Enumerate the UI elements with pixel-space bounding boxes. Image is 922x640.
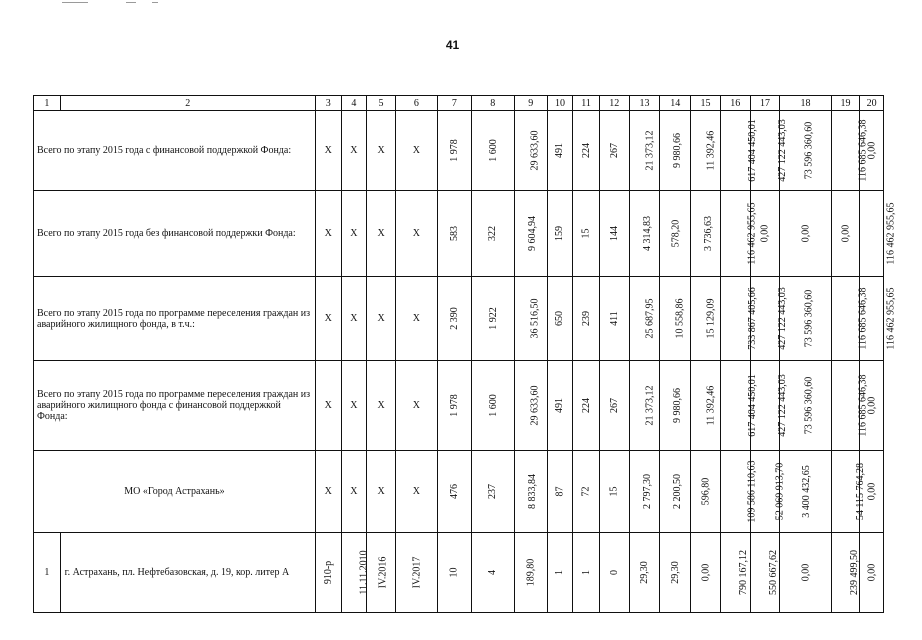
value-text: 116 462 955,65 (746, 202, 758, 265)
value-text: 10 558,86 (674, 298, 686, 339)
value-text: 10 (448, 567, 460, 578)
value-text: 0,00 (799, 224, 811, 243)
value-cell (573, 533, 600, 613)
col-header: 15 (691, 96, 721, 111)
value-text: 617 404 450,01 (746, 374, 758, 437)
value-cell (547, 361, 573, 451)
summary-row (34, 191, 884, 277)
value-text: 267 (608, 398, 620, 413)
value-text: 239 (580, 311, 592, 326)
value-cell (514, 361, 547, 451)
value-cell (629, 451, 660, 533)
value-text: 427 122 443,03 (776, 287, 788, 350)
value-text: 427 122 443,03 (776, 374, 788, 437)
value-cell (660, 533, 691, 613)
value-text: 790 167,12 (737, 550, 749, 595)
value-text: 322 (487, 226, 499, 241)
value-cell (860, 191, 897, 277)
value-cell (599, 277, 629, 361)
value-cell (547, 533, 573, 613)
col-header: 20 (860, 96, 884, 111)
value-cell (599, 451, 629, 533)
summary-row (34, 361, 884, 451)
value-cell (471, 191, 514, 277)
col-header: 1 (34, 96, 61, 111)
value-text: 29 633,60 (529, 385, 541, 426)
value-text: 0,00 (759, 224, 771, 243)
value-cell (599, 111, 629, 191)
value-text: 73 596 360,60 (803, 121, 815, 180)
value-cell (437, 451, 471, 533)
value-cell (691, 277, 721, 361)
col-header: 7 (437, 96, 471, 111)
col-header: 12 (599, 96, 629, 111)
value-text: 15 (608, 486, 620, 497)
value-cell (547, 111, 573, 191)
value-text: 0 (608, 570, 620, 575)
scan-artifact (126, 2, 136, 3)
value-text: 578,20 (669, 219, 681, 248)
x-mark: X (341, 451, 367, 533)
col-header: 10 (547, 96, 573, 111)
value-text: IV.2017 (410, 556, 422, 589)
value-cell (660, 111, 691, 191)
value-text: 25 687,95 (644, 298, 656, 339)
house-row (34, 533, 884, 613)
col-header: 19 (831, 96, 860, 111)
x-mark: X (367, 277, 396, 361)
value-cell (437, 191, 471, 277)
x-mark: X (367, 111, 396, 191)
value-cell (629, 361, 660, 451)
value-cell (691, 533, 721, 613)
summary-row (34, 111, 884, 191)
value-text: 11.11.2010 (358, 550, 370, 595)
x-mark: X (395, 111, 437, 191)
value-text: 1 600 (487, 394, 499, 417)
value-text: 1 922 (487, 307, 499, 330)
row-title: МО «Город Астрахань» (34, 451, 316, 533)
x-mark: X (367, 361, 396, 451)
value-cell (660, 451, 691, 533)
x-mark: X (395, 277, 437, 361)
value-text: 116 462 955,65 (885, 202, 897, 265)
row-title: Всего по этапу 2015 года с финансовой поддержкой Фонда: (34, 111, 316, 191)
col-header: 18 (780, 96, 831, 111)
value-cell (750, 533, 780, 613)
value-text: 224 (580, 143, 592, 158)
value-text: 0,00 (866, 563, 878, 582)
value-text: 21 373,12 (644, 130, 656, 171)
value-text: 1 978 (448, 139, 460, 162)
value-text: 650 (554, 311, 566, 326)
value-text: 29,30 (669, 561, 681, 584)
value-text: 3 736,63 (703, 216, 715, 251)
scan-artifact (62, 2, 88, 3)
value-text: 733 867 405,66 (746, 287, 758, 350)
value-text: 54 115 764,28 (854, 462, 866, 521)
value-text: 73 596 360,60 (803, 376, 815, 435)
x-mark: X (395, 361, 437, 451)
col-header: 8 (471, 96, 514, 111)
col-header: 17 (750, 96, 780, 111)
value-text: 2 390 (448, 307, 460, 330)
col-header: 9 (514, 96, 547, 111)
col-header: 16 (720, 96, 750, 111)
value-cell (471, 451, 514, 533)
value-cell (547, 277, 573, 361)
value-text: 73 596 360,60 (803, 289, 815, 348)
value-cell (514, 533, 547, 613)
value-cell (831, 451, 866, 533)
value-text: 52 069 913,70 (773, 462, 785, 521)
value-cell (395, 533, 437, 613)
value-text: 267 (608, 143, 620, 158)
value-text: 1 600 (487, 139, 499, 162)
value-text: 21 373,12 (644, 385, 656, 426)
value-text: 11 392,46 (705, 130, 717, 171)
value-cell (720, 191, 758, 277)
header-row (34, 96, 884, 111)
value-text: 1 (580, 570, 592, 575)
x-mark: X (341, 191, 367, 277)
value-cell (573, 277, 600, 361)
page-number: 41 (445, 38, 460, 52)
value-cell (547, 451, 573, 533)
value-cell (660, 191, 691, 277)
value-text: 15 129,09 (705, 298, 717, 339)
value-text: 491 (554, 398, 566, 413)
col-header: 6 (395, 96, 437, 111)
value-text: 1 (554, 570, 566, 575)
value-text: 144 (608, 226, 620, 241)
col-header: 5 (367, 96, 396, 111)
value-cell (471, 533, 514, 613)
value-cell (573, 451, 600, 533)
value-text: 224 (580, 398, 592, 413)
value-text: 910-р (322, 560, 334, 585)
value-cell (437, 533, 471, 613)
value-text: 617 404 450,01 (746, 119, 758, 182)
value-text: 109 586 110,63 (746, 460, 758, 523)
value-text: 0,00 (866, 482, 878, 501)
summary-row (34, 277, 884, 361)
value-cell (471, 111, 514, 191)
value-cell (691, 191, 721, 277)
value-text: 11 392,46 (705, 385, 717, 426)
value-text: IV.2016 (377, 556, 389, 589)
value-text: 189,80 (525, 558, 537, 587)
value-text: 4 (487, 570, 499, 575)
value-cell (514, 451, 547, 533)
value-cell (367, 533, 396, 613)
value-text: 116 462 955,65 (885, 287, 897, 350)
value-text: 87 (554, 486, 566, 497)
value-cell (514, 277, 547, 361)
value-cell (720, 533, 750, 613)
col-header: 14 (660, 96, 691, 111)
summary-row (34, 451, 884, 533)
value-text: 0,00 (866, 141, 878, 160)
col-header: 11 (573, 96, 600, 111)
value-text: 476 (448, 484, 460, 499)
scan-artifact (152, 2, 158, 3)
value-cell (599, 361, 629, 451)
value-text: 491 (554, 143, 566, 158)
value-text: 9 980,66 (672, 388, 684, 423)
value-cell (315, 533, 341, 613)
value-text: 9 980,66 (672, 133, 684, 168)
value-text: 2 200,50 (672, 474, 684, 509)
x-mark: X (367, 451, 396, 533)
value-text: 0,00 (866, 396, 878, 415)
value-cell (514, 191, 547, 277)
col-header: 3 (315, 96, 341, 111)
value-cell (437, 111, 471, 191)
value-cell (831, 533, 860, 613)
value-cell (547, 191, 573, 277)
value-cell (437, 361, 471, 451)
value-cell (691, 361, 721, 451)
summary-table (33, 95, 897, 613)
value-text: 427 122 443,03 (776, 119, 788, 182)
value-text: 550 667,62 (767, 550, 779, 595)
value-cell (514, 111, 547, 191)
house-address: г. Астрахань, пл. Нефтебазовская, д. 19, кор. литер А (60, 533, 315, 613)
value-cell (831, 277, 869, 361)
value-text: 4 314,83 (641, 216, 653, 251)
x-mark: X (341, 111, 367, 191)
row-title: Всего по этапу 2015 года по программе переселения граждан из аварийного жилищного фонда, в т.ч.: (34, 277, 316, 361)
col-header: 13 (629, 96, 660, 111)
x-mark: X (315, 451, 341, 533)
value-text: 3 400 432,65 (801, 465, 813, 518)
value-cell (691, 111, 721, 191)
value-cell (629, 277, 660, 361)
x-mark: X (315, 111, 341, 191)
value-text: 0,00 (700, 563, 711, 582)
value-cell (720, 111, 758, 191)
value-cell (629, 111, 660, 191)
value-cell (660, 361, 691, 451)
value-cell (780, 533, 831, 613)
x-mark: X (315, 191, 341, 277)
value-text: 116 685 646,38 (857, 374, 869, 437)
row-number: 1 (34, 533, 61, 613)
value-text: 2 797,30 (641, 474, 653, 509)
value-cell (573, 191, 600, 277)
value-text: 1 978 (448, 394, 460, 417)
value-cell (660, 277, 691, 361)
x-mark: X (315, 277, 341, 361)
value-cell (691, 451, 721, 533)
x-mark: X (341, 277, 367, 361)
value-text: 15 (580, 228, 592, 239)
value-text: 72 (580, 486, 592, 497)
value-cell (471, 361, 514, 451)
col-header: 4 (341, 96, 367, 111)
value-text: 29,30 (639, 561, 651, 584)
x-mark: X (315, 361, 341, 451)
row-title: Всего по этапу 2015 года по программе переселения граждан из аварийного жилищного фонда с финансовой поддержкой Фонда: (34, 361, 316, 451)
row-title: Всего по этапу 2015 года без финансовой поддержки Фонда: (34, 191, 316, 277)
value-text: 9 604,94 (526, 216, 538, 251)
value-cell (599, 533, 629, 613)
value-text: 0,00 (839, 224, 851, 243)
value-cell (780, 451, 831, 533)
value-cell (471, 277, 514, 361)
value-cell (720, 361, 758, 451)
x-mark: X (341, 361, 367, 451)
value-text: 116 685 646,38 (857, 287, 869, 350)
value-cell (437, 277, 471, 361)
value-text: 159 (554, 226, 566, 241)
value-cell (720, 277, 758, 361)
value-text: 596,80 (700, 477, 711, 506)
value-cell (831, 111, 869, 191)
value-cell (831, 361, 869, 451)
value-cell (831, 191, 860, 277)
value-cell (860, 533, 884, 613)
value-cell (341, 533, 370, 613)
value-text: 237 (487, 484, 499, 499)
value-text: 29 633,60 (529, 130, 541, 171)
value-cell (573, 111, 600, 191)
value-text: 36 516,50 (529, 298, 541, 339)
value-text: 239 499,50 (848, 550, 860, 595)
x-mark: X (395, 451, 437, 533)
col-header: 2 (60, 96, 315, 111)
value-cell (780, 191, 831, 277)
value-text: 8 833,84 (526, 474, 538, 509)
value-cell (573, 361, 600, 451)
value-text: 411 (608, 311, 620, 326)
value-text: 583 (448, 226, 460, 241)
value-cell (599, 191, 629, 277)
value-text: 116 685 646,38 (857, 119, 869, 182)
value-text: 0,00 (799, 563, 811, 582)
value-cell (720, 451, 758, 533)
value-cell (629, 191, 660, 277)
value-cell (629, 533, 660, 613)
x-mark: X (367, 191, 396, 277)
x-mark: X (395, 191, 437, 277)
